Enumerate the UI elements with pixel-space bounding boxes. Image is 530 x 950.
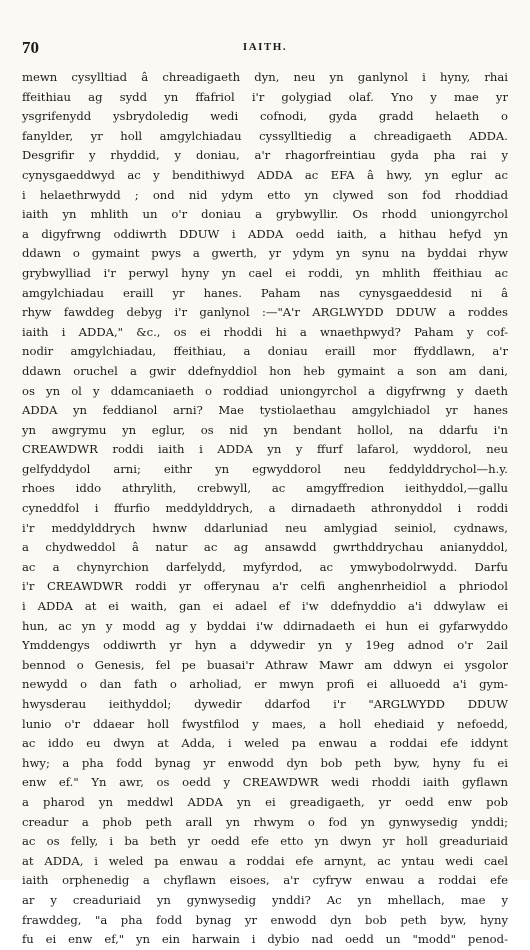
text-line: iaith i ADDA," &c., os ei rhoddi hi a wnaethpwyd? Paham y cof- <box>22 324 508 339</box>
text-line: enw ef." Yn awr, os oedd y CREAWDWR wedi rhoddi iaith gyflawn <box>22 775 508 790</box>
text-line: grybwylliad i'r perwyl hyny yn cael ei roddi, yn mhlith ffeithiau ac <box>22 265 508 280</box>
text-line: mewn cysylltiad â chreadigaeth dyn, neu yn ganlynol i hyny, rhai <box>22 70 508 84</box>
text-line: creadur a phob peth arall yn rhwym o fod yn gynwysedig ynddi; <box>22 814 508 829</box>
text-line: ddawn oruchel a gwir ddefnyddiol hon heb gymaint a son am dani, <box>22 363 508 378</box>
text-line: rhoes iddo athrylith, crebwyll, ac amgyffredion ieithyddol,—gallu <box>22 481 508 496</box>
text-line: os yn ol y ddamcaniaeth o roddiad uniongyrchol a digyfrwng y daeth <box>22 383 508 398</box>
text-line: iaith orphenedig a chyflawn eisoes, a'r cyfryw enwau a roddai efe <box>22 873 508 888</box>
text-line: ffeithiau ag sydd yn ffafriol i'r golygiad olaf. Yno y mae yr <box>22 89 508 104</box>
text-line: bennod o Genesis, fel pe buasai'r Athraw Mawr am ddwyn ei ysgolor <box>22 657 508 672</box>
text-line: amgylchiadau eraill yr hanes. Paham nas cynysgaeddesid ni â <box>22 285 508 300</box>
text-line: rhyw fawddeg debyg i'r ganlynol :—"A'r ARGLWYDD DDUW a roddes <box>22 305 508 320</box>
text-line: cynysgaeddwyd ac y bendithiwyd ADDA ac EFA â hwy, yn eglur ac <box>22 167 508 182</box>
text-line: ac iddo eu dwyn at Adda, i weled pa enwau a roddai efe iddynt <box>22 736 508 751</box>
text-line: ADDA yn feddianol arni? Mae tystiolaethau amgylchiadol yr hanes <box>22 403 508 418</box>
text-line: ar y creaduriaid yn gynwysedig ynddi? Ac yn mhellach, mae y <box>22 892 508 907</box>
text-line: hwysderau ieithyddol; dywedir ddarfod i'r "ARGLWYDD DDUW <box>22 697 508 711</box>
text-line: CREAWDWR roddi iaith i ADDA yn y ffurf lafarol, wyddorol, neu <box>22 442 508 457</box>
text-line: ac a chynyrchion darfelydd, myfyrdod, ac ymwybodolrwydd. Darfu <box>22 559 508 574</box>
running-title: IAITH. <box>242 41 288 53</box>
text-line: fanylder, yr holl amgylchiadau cyssylltiedig a chreadigaeth ADDA. <box>22 128 508 143</box>
text-line: hun, ac yn y modd ag y byddai i'w ddirnadaeth ei hun ei gyfarwyddo <box>22 618 508 633</box>
text-line: a digyfrwng oddiwrth DDUW i ADDA oedd iaith, a hithau hefyd yn <box>22 226 508 241</box>
running-head <box>22 38 508 58</box>
text-line: newydd o dan fath o arholiad, er mwyn profi ei alluoedd a'i gym- <box>22 677 508 692</box>
text-line: i'r meddylddrych hwnw ddarluniad neu amlygiad seiniol, cydnaws, <box>22 520 508 535</box>
page-number: 70 <box>22 38 39 57</box>
text-line: i'r CREAWDWR roddi yr offerynau a'r celfi anghenrheidiol a phriodol <box>22 579 508 594</box>
text-line: Desgrifir y rhyddid, y doniau, a'r rhagorfreintiau gyda pha rai y <box>22 148 508 163</box>
text-line: fu ei enw ef," yn ein harwain i dybio nad oedd un "modd" penod- <box>22 932 508 947</box>
text-line: cyneddfol i ffurfio meddylddrych, a dirnadaeth athronyddol i roddi <box>22 501 508 516</box>
text-line: i ADDA at ei waith, gan ei adael ef i'w ddefnyddio a'i ddwylaw ei <box>22 599 508 614</box>
text-line: frawddeg, "a pha fodd bynag yr enwodd dyn bob peth byw, hyny <box>22 912 508 927</box>
text-line: ddawn o gymaint pwys a gwerth, yr ydym yn synu na byddai rhyw <box>22 246 508 261</box>
text-line: a pharod yn meddwl ADDA yn ei greadigaeth, yr oedd enw pob <box>22 794 508 809</box>
text-line: Ymddengys oddiwrth yr hyn a ddywedir yn y 19eg adnod o'r 2ail <box>22 638 508 653</box>
text-line: iaith yn mhlith un o'r doniau a grybwyllir. Os rhodd uniongyrchol <box>22 207 508 222</box>
text-line: gelfyddydol arni; eithr yn egwyddorol neu feddylddrychol—h.y. <box>22 461 508 476</box>
body-text <box>22 68 508 950</box>
text-line: at ADDA, i weled pa enwau a roddai efe arnynt, ac yntau wedi cael <box>22 853 508 868</box>
text-line: ysgrifenydd ysbrydoledig wedi cofnodi, gyda gradd helaeth o <box>22 109 508 124</box>
text-line: ac os felly, i ba beth yr oedd efe etto yn dwyn yr holl greaduriaid <box>22 834 508 849</box>
text-line: nodir amgylchiadau, ffeithiau, a doniau eraill mor ffyddlawn, a'r <box>22 344 508 359</box>
text-line: yn awgrymu yn eglur, os nid yn bendant hollol, na ddarfu i'n <box>22 422 508 437</box>
text-line: i helaethrwydd ; ond nid ydym etto yn clywed son fod rhoddiad <box>22 187 508 202</box>
text-line: hwy; a pha fodd bynag yr enwodd dyn bob peth byw, hyny fu ei <box>22 755 508 770</box>
text-line: a chydweddol â natur ac ag ansawdd gwrthddrychau anianyddol, <box>22 540 508 555</box>
text-line: lunio o'r ddaear holl fwystfilod y maes, a holl ehediaid y nefoedd, <box>22 716 508 731</box>
